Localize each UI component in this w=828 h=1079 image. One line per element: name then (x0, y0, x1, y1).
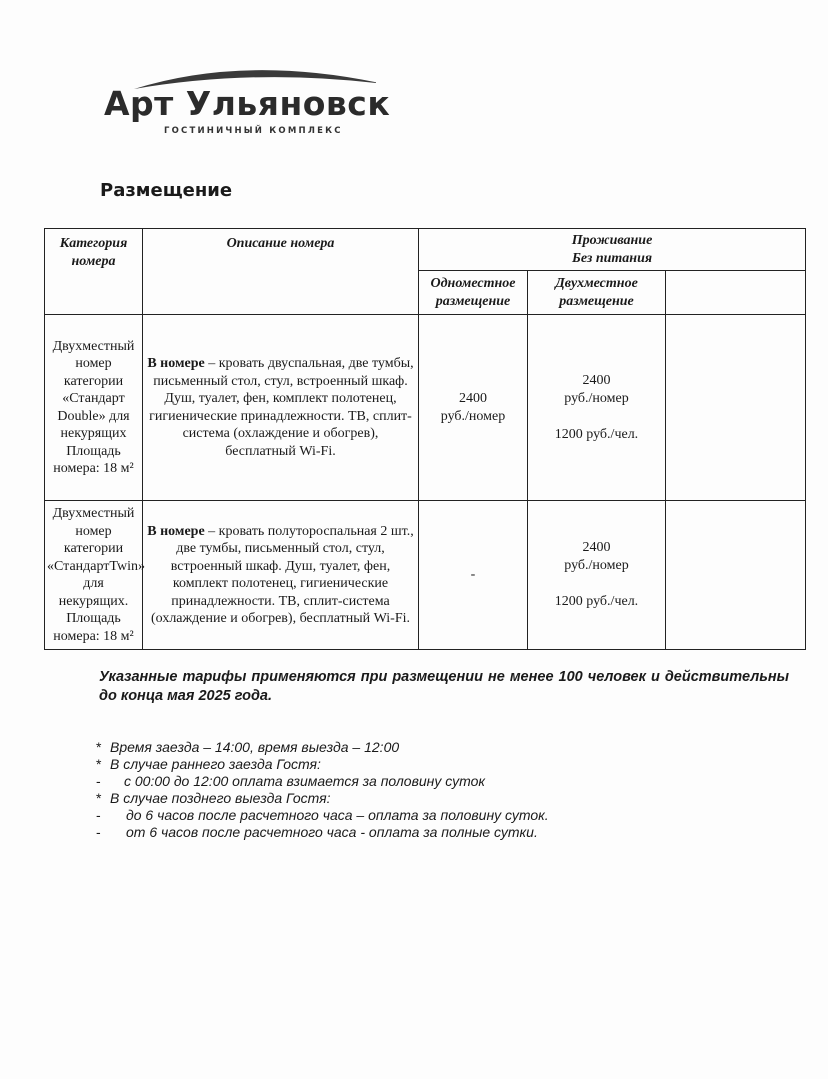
rule-line (96, 739, 549, 756)
header-description: Описание номера (143, 229, 419, 315)
rule-text: с 00:00 до 12:00 оплата взимается за половину суток (124, 773, 486, 789)
header-single: Одноместное размещение (419, 271, 528, 315)
table-row (45, 315, 806, 501)
double-price-value: 2400 (582, 540, 611, 555)
rule-line (96, 824, 549, 841)
single-price-value: - (470, 567, 476, 582)
double-price-unit: руб./номер (564, 558, 629, 573)
row-category: Двухместный номер категории «Стандарт Double» для некурящих Площадь номера: 18 м² (45, 315, 143, 501)
hotel-logo (104, 62, 394, 142)
tariff-note: Указанные тарифы применяются при размещении не менее 100 человек и действительны до конца мая 2025 года. (99, 669, 789, 704)
double-price-unit: руб./номер (564, 390, 629, 406)
single-price-value: 2400 (459, 390, 487, 406)
row-double-price (528, 315, 666, 501)
double-per-person: 1200 руб./чел. (554, 594, 639, 609)
rule-line (96, 790, 549, 807)
rule-text: от 6 часов после расчетного часа - оплата за полные сутки. (126, 824, 538, 840)
header-accommodation (419, 229, 806, 271)
logo-subtitle: ГОСТИНИЧНЫЙ КОМПЛЕКС (164, 126, 343, 136)
header-empty (666, 271, 806, 315)
header-double: Двухместное размещение (528, 271, 666, 315)
desc-bold: В номере (147, 523, 205, 539)
double-price-value: 2400 (582, 372, 611, 388)
row-category: Двухместный номер категории «СтандартTwin» для некурящих. Площадь номера: 18 м² (45, 501, 143, 650)
logo-name: Арт Ульяновск (104, 84, 391, 123)
rule-marker: * (96, 756, 102, 772)
rule-line (96, 756, 549, 773)
rates-table (44, 228, 806, 650)
table-header-row (45, 229, 806, 271)
rule-line (96, 773, 549, 790)
section-title: Размещение (100, 180, 233, 201)
checkin-rules (96, 739, 549, 841)
rule-text: В случае позднего выезда Гостя: (110, 790, 331, 806)
header-meals-label: Без питания (571, 250, 653, 266)
desc-bold: В номере (147, 356, 205, 371)
rule-marker: - (96, 807, 101, 823)
row-description (143, 315, 419, 501)
rule-marker: - (96, 824, 101, 840)
rule-text: В случае раннего заезда Гостя: (110, 756, 321, 772)
header-accommodation-label: Проживание (571, 233, 653, 248)
rule-marker: - (96, 773, 101, 789)
rule-marker: * (96, 739, 102, 755)
row-empty-cell (666, 315, 806, 501)
single-price-unit: руб./номер (440, 408, 506, 424)
rule-text: Время заезда – 14:00, время выезда – 12:00 (110, 739, 400, 755)
double-per-person: 1200 руб./чел. (554, 426, 639, 442)
rule-marker: * (96, 790, 102, 806)
table-row (45, 501, 806, 650)
row-double-price (528, 501, 666, 650)
desc-text: – кровать полутороспальная 2 шт., две тумбы, письменный стол, стул, встроенный шкаф. Душ, туалет, фен, комплект полотенец, гигиенические принадлежности. ТВ, сплит-система (охлаждение и обогрев), бесплатный Wi-Fi. (151, 523, 414, 626)
rule-line (96, 807, 549, 824)
header-category: Категория номера (45, 229, 143, 315)
row-single-price (419, 501, 528, 650)
row-description (143, 501, 419, 650)
desc-text: – кровать двуспальная, две тумбы, письменный стол, стул, встроенный шкаф. Душ, туалет, фен, комплект полотенец, гигиенические принадлежности. ТВ, сплит-система (охлаждение и обогрев), бесплатный Wi-Fi. (149, 356, 414, 459)
rule-text: до 6 часов после расчетного часа – оплата за половину суток. (126, 807, 549, 823)
row-empty-cell (666, 501, 806, 650)
row-single-price (419, 315, 528, 501)
